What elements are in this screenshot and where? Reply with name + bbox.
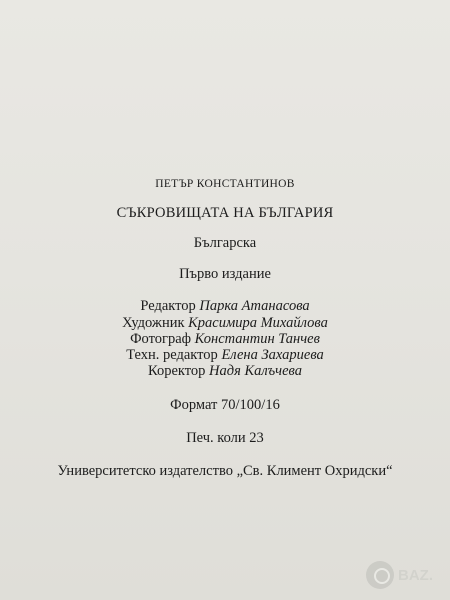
credit-artist (0, 315, 450, 332)
credit-role: Техн. редактор (126, 347, 218, 363)
author-name: ПЕТЪР КОНСТАНТИНОВ (155, 178, 295, 190)
watermark-text: BAZ. (398, 566, 433, 584)
print-sheets-info: Печ. коли 23 (186, 430, 264, 446)
credit-editor (0, 298, 450, 315)
format-info: Формат 70/100/16 (170, 397, 280, 413)
credit-role: Редактор (140, 298, 196, 314)
edition-label: Първо издание (179, 266, 271, 282)
credit-photographer (0, 331, 450, 348)
watermark (366, 558, 442, 592)
credit-technical-editor (0, 347, 450, 364)
credit-proofreader (0, 363, 450, 380)
credit-role: Коректор (148, 363, 206, 379)
bazar-logo-icon (366, 561, 394, 589)
credit-person: Красимира Михайлова (188, 315, 328, 331)
credit-role: Фотограф (130, 331, 192, 347)
book-title: СЪКРОВИЩАТА НА БЪЛГАРИЯ (116, 205, 334, 221)
credit-person: Константин Танчев (194, 331, 320, 347)
credit-person: Парка Атанасова (199, 298, 310, 314)
credit-role: Художник (122, 315, 185, 331)
credit-person: Елена Захариева (221, 347, 324, 363)
publisher-name: Университетско издателство „Св. Климент Охридски“ (57, 463, 393, 479)
language-label: Българска (193, 235, 257, 251)
credit-person: Надя Калъчева (209, 363, 302, 379)
